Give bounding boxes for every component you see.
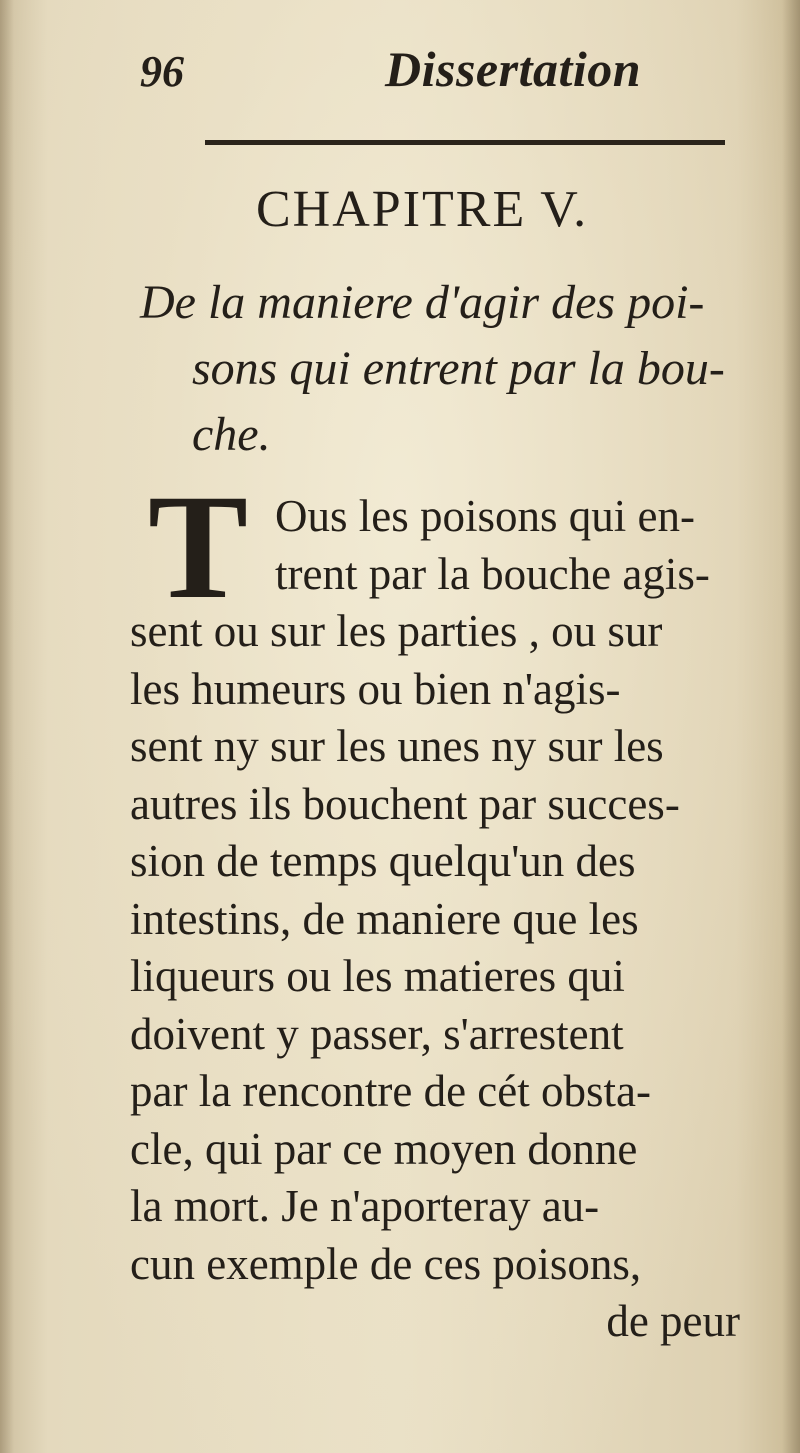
- text-line: les humeurs ou bien n'agis-: [130, 663, 621, 714]
- body-paragraph: [130, 488, 770, 1351]
- text-line: sent ou sur les parties , ou sur: [130, 606, 663, 656]
- text-line: cle, qui par ce moyen donne: [130, 1123, 638, 1174]
- drop-cap: T: [148, 464, 249, 630]
- header-rule: [205, 140, 725, 145]
- text-line: Ous les poisons qui en-: [275, 491, 695, 541]
- page-number: 96: [140, 47, 184, 96]
- subtitle-line: sons qui entrent par la bou-: [192, 342, 725, 395]
- text-line: cun exemple de ces poisons,: [130, 1238, 642, 1289]
- text-line: par la rencontre de cét obsta-: [130, 1066, 651, 1116]
- subtitle-line: che.: [192, 408, 271, 461]
- text-line-catchword: de peur: [606, 1296, 740, 1346]
- text-line: intestins, de maniere que les: [130, 893, 639, 944]
- text-line: sent ny sur les unes ny sur les: [130, 721, 664, 771]
- text-line: la mort. Je n'aporteray au-: [130, 1181, 600, 1231]
- text-line: liqueurs ou les matieres qui: [130, 951, 625, 1001]
- chapter-subtitle: [140, 270, 770, 468]
- page-edge-shadow-right: [782, 0, 800, 1453]
- page-edge-shadow-left: [0, 0, 14, 1453]
- text-line: doivent y passer, s'arrestent: [130, 1008, 624, 1059]
- subtitle-line: De la maniere d'agir des poi-: [140, 276, 705, 329]
- running-title: Dissertation: [385, 41, 642, 97]
- text-line: trent par la bouche agis-: [275, 548, 710, 599]
- text-line: sion de temps quelqu'un des: [130, 836, 636, 886]
- running-head: [0, 40, 800, 110]
- text-line: autres ils bouchent par succes-: [130, 778, 680, 829]
- chapter-heading: CHAPITRE V.: [256, 181, 589, 238]
